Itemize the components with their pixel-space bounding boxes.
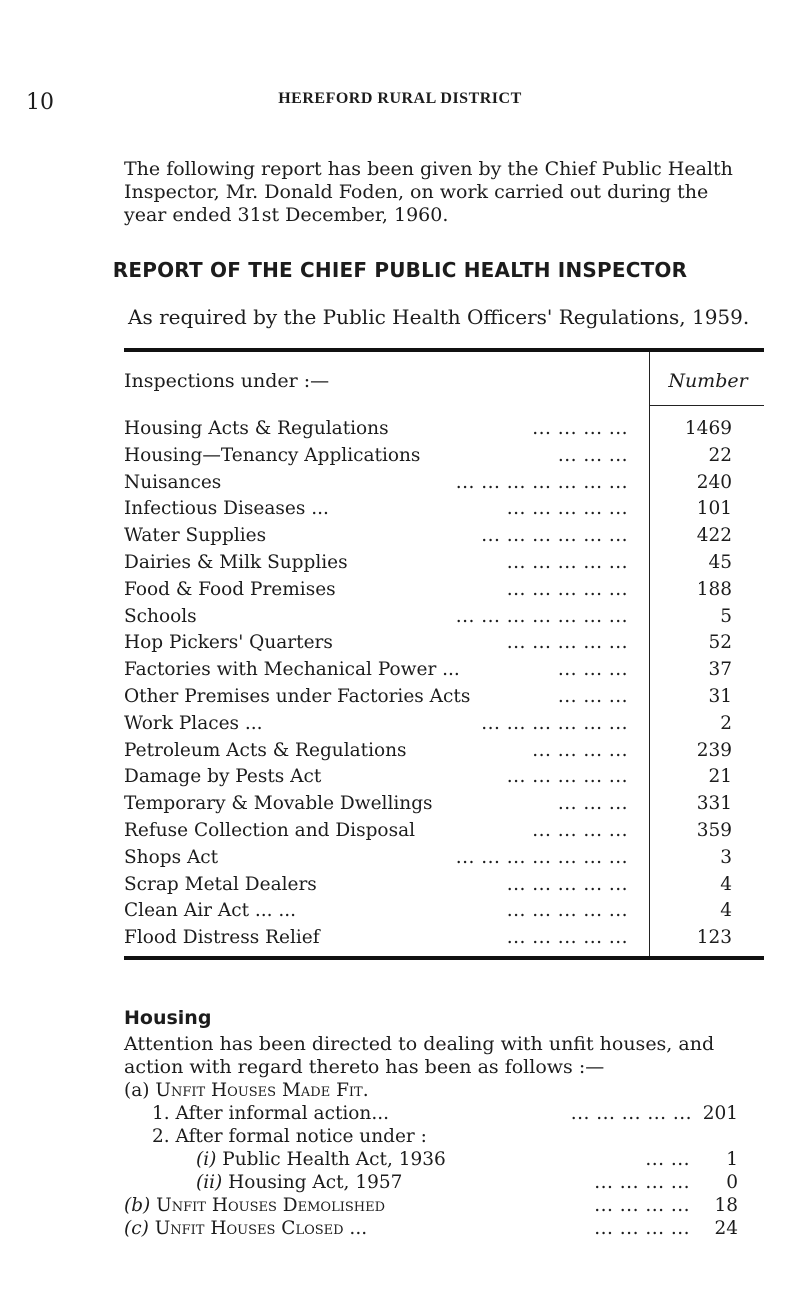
row-label: Flood Distress Relief (124, 927, 320, 949)
row-leader-dots: ... ... ... ... ... ... (481, 712, 628, 734)
housing-intro: Attention has been directed to dealing with unfit houses, and action with regard thereto has been as follows :— (124, 1033, 715, 1078)
table-row (124, 552, 738, 575)
row-value: 239 (696, 739, 732, 761)
table-row (124, 606, 738, 629)
item-ii-dots: ... ... ... ... (594, 1172, 690, 1193)
report-title: REPORT OF THE CHIEF PUBLIC HEALTH INSPECTOR (112, 258, 688, 282)
item-ii-value: 0 (726, 1172, 738, 1193)
item-ii-label: Housing Act, 1957 (228, 1172, 403, 1193)
row-leader-dots: ... ... ... ... (532, 739, 628, 761)
housing-item-b (124, 1195, 385, 1218)
table-header-label: Inspections under :— (124, 370, 330, 392)
row-leader-dots: ... ... ... (557, 444, 628, 466)
row-value: 31 (708, 686, 732, 707)
row-label: Petroleum Acts & Regulations (124, 739, 407, 761)
item-b-dots: ... ... ... ... (594, 1195, 690, 1216)
row-leader-dots: ... ... ... ... ... (506, 578, 628, 600)
row-value: 188 (696, 578, 732, 600)
table-row (124, 472, 738, 495)
table-row (124, 632, 738, 655)
row-leader-dots: ... ... ... ... ... ... ... (455, 471, 628, 493)
item-a2-label: 2. After formal notice under : (152, 1126, 427, 1147)
row-label: Scrap Metal Dealers (124, 873, 317, 895)
table-row (124, 766, 738, 789)
number-header-rule (649, 405, 764, 406)
row-label: Work Places ... (124, 712, 263, 734)
row-value: 123 (696, 927, 732, 949)
row-leader-dots: ... ... ... ... ... (506, 498, 628, 520)
table-row (124, 927, 738, 950)
item-i-label: Public Health Act, 1936 (222, 1149, 446, 1170)
housing-item-c (124, 1218, 367, 1241)
row-leader-dots: ... ... ... ... ... (506, 766, 628, 788)
item-b-title: Unfit Houses Demolished (156, 1195, 385, 1216)
housing-item-i (196, 1149, 446, 1172)
row-leader-dots: ... ... ... ... ... (506, 552, 628, 573)
item-a-title: Unfit Houses Made Fit. (155, 1080, 369, 1101)
row-value: 1469 (684, 418, 732, 439)
row-value: 3 (720, 846, 732, 868)
row-leader-dots: ... ... ... ... ... (506, 927, 628, 949)
row-label: Schools (124, 605, 197, 627)
item-c-value: 24 (714, 1218, 738, 1239)
row-label: Other Premises under Factories Acts (124, 686, 471, 707)
row-leader-dots: ... ... ... ... ... ... ... (455, 605, 628, 627)
row-value: 5 (720, 605, 732, 627)
table-row (124, 820, 738, 843)
item-a1-dots: ... ... ... ... ... (570, 1103, 692, 1124)
item-c-marker: (c) (124, 1218, 149, 1239)
table-row (124, 686, 738, 709)
table-row (124, 445, 738, 468)
intro-paragraph: The following report has been given by the Chief Public Health Inspector, Mr. Donald Foden, on work carried out during the year ended 31st December, 1960. (124, 158, 733, 226)
table-row (124, 740, 738, 763)
row-value: 21 (708, 766, 732, 788)
row-value: 52 (708, 632, 732, 654)
table-row (124, 579, 738, 602)
row-value: 422 (696, 525, 732, 547)
running-title: HEREFORD RURAL DISTRICT (278, 90, 522, 107)
row-value: 240 (696, 471, 732, 493)
row-label: Nuisances (124, 471, 222, 493)
table-bottom-rule (124, 956, 764, 960)
item-ii-marker: (ii) (196, 1172, 223, 1193)
row-value: 101 (696, 498, 732, 520)
item-i-dots: ... ... (645, 1149, 690, 1170)
row-label: Shops Act (124, 846, 219, 868)
row-label: Damage by Pests Act (124, 766, 322, 788)
row-label: Housing Acts & Regulations (124, 418, 389, 439)
table-row (124, 847, 738, 870)
row-label: Hop Pickers' Quarters (124, 632, 333, 654)
item-c-dots: ... ... ... ... (594, 1218, 690, 1239)
item-a1-value: 201 (702, 1103, 738, 1124)
row-value: 2 (720, 712, 732, 734)
table-row (124, 793, 738, 816)
row-leader-dots: ... ... ... ... ... (506, 873, 628, 895)
row-leader-dots: ... ... ... (557, 793, 628, 815)
housing-item-a2 (152, 1126, 427, 1149)
item-a1-label: 1. After informal action... (152, 1103, 389, 1124)
row-value: 45 (708, 552, 732, 573)
row-value: 359 (696, 820, 732, 841)
item-c-title: Unfit Houses Closed ... (154, 1218, 368, 1239)
item-i-marker: (i) (196, 1149, 217, 1170)
housing-item-ii (196, 1172, 402, 1195)
regulations-note: As required by the Public Health Officers' Regulations, 1959. (128, 305, 750, 329)
row-leader-dots: ... ... ... ... ... ... (481, 525, 628, 547)
item-i-value: 1 (726, 1149, 738, 1170)
table-row (124, 874, 738, 897)
housing-item-a (124, 1080, 369, 1103)
row-label: Temporary & Movable Dwellings (124, 793, 433, 815)
table-row (124, 713, 738, 736)
table-row (124, 498, 738, 521)
row-leader-dots: ... ... ... ... ... (506, 900, 628, 922)
table-row (124, 418, 738, 441)
row-leader-dots: ... ... ... ... ... (506, 632, 628, 654)
row-label: Factories with Mechanical Power ... (124, 659, 460, 681)
item-b-marker: (b) (124, 1195, 151, 1216)
row-label: Water Supplies (124, 525, 267, 547)
row-value: 4 (720, 873, 732, 895)
row-value: 4 (720, 900, 732, 922)
row-leader-dots: ... ... ... ... ... ... ... (455, 846, 628, 868)
row-label: Clean Air Act ... ... (124, 900, 297, 922)
table-row (124, 525, 738, 548)
item-b-value: 18 (714, 1195, 738, 1216)
row-leader-dots: ... ... ... ... (532, 418, 628, 439)
table-row (124, 659, 738, 682)
row-leader-dots: ... ... ... (557, 659, 628, 681)
table-row (124, 900, 738, 923)
row-value: 331 (696, 793, 732, 815)
housing-heading: Housing (124, 1007, 212, 1029)
row-value: 22 (708, 444, 732, 466)
row-label: Dairies & Milk Supplies (124, 552, 348, 573)
row-label: Refuse Collection and Disposal (124, 820, 416, 841)
row-label: Infectious Diseases ... (124, 498, 329, 520)
row-label: Food & Food Premises (124, 578, 336, 600)
table-top-rule (124, 348, 764, 352)
table-header-number: Number (668, 370, 748, 392)
row-leader-dots: ... ... ... (557, 686, 628, 707)
row-value: 37 (708, 659, 732, 681)
page-number: 10 (26, 90, 54, 115)
row-label: Housing—Tenancy Applications (124, 444, 421, 466)
row-leader-dots: ... ... ... ... (532, 820, 628, 841)
item-a-marker: (a) (124, 1080, 150, 1101)
